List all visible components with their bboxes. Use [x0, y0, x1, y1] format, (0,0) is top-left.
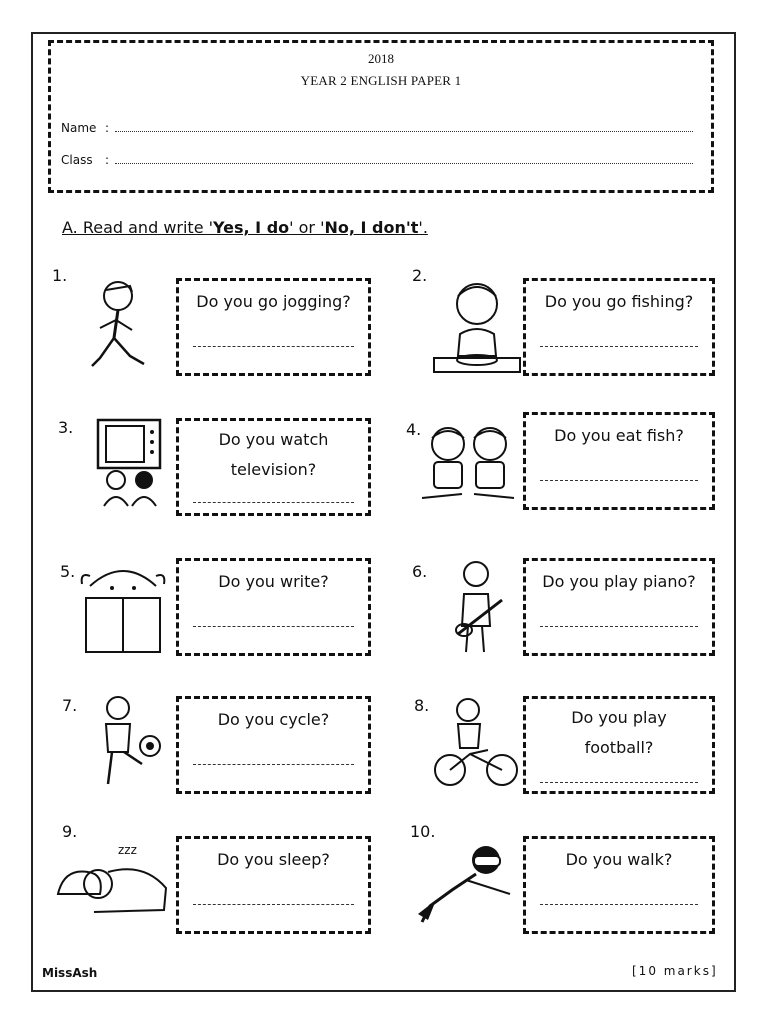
girl-riding-bicycle-icon: [434, 694, 518, 790]
exam-title: YEAR 2 ENGLISH PAPER 1: [300, 73, 462, 88]
answer-box[interactable]: [176, 836, 371, 934]
class-label: Class: [61, 153, 93, 167]
question-text: Do you go jogging?: [196, 292, 351, 311]
answer-line[interactable]: [540, 782, 698, 783]
question-number: 9.: [62, 822, 78, 841]
author-credit: MissAsh: [42, 966, 98, 980]
question-text-line2: television?: [230, 460, 317, 479]
question-text: Do you play: [571, 708, 667, 727]
question-number: 6.: [412, 562, 428, 581]
girl-reading-book-icon: [78, 556, 168, 656]
question-number: 4.: [406, 420, 422, 439]
answer-box[interactable]: [523, 558, 715, 656]
answer-box[interactable]: [523, 278, 715, 376]
instruction-no: No, I don't: [324, 218, 419, 237]
children-watching-tv-icon: [94, 418, 166, 510]
question-text: Do you watch: [218, 430, 329, 449]
name-colon: :: [105, 121, 110, 135]
name-field[interactable]: [61, 121, 693, 135]
boy-playing-guitar-icon: [450, 556, 510, 656]
class-line[interactable]: [115, 153, 693, 164]
total-marks: [10 marks]: [632, 964, 718, 978]
header-box: [48, 40, 714, 193]
question-number: 5.: [60, 562, 76, 581]
name-label: Name: [61, 121, 97, 135]
answer-line[interactable]: [193, 502, 354, 503]
answer-line[interactable]: [193, 764, 354, 765]
instruction: [62, 218, 428, 237]
answer-line[interactable]: [193, 626, 354, 627]
svg-text:zzz: zzz: [118, 843, 137, 857]
question-number: 2.: [412, 266, 428, 285]
answer-box[interactable]: [523, 696, 715, 794]
answer-box[interactable]: [176, 278, 371, 376]
question-text: Do you play piano?: [542, 572, 696, 591]
instruction-prefix: A. Read and write ': [62, 218, 214, 237]
question-number: 1.: [52, 266, 68, 285]
answer-box[interactable]: [176, 418, 371, 516]
boy-eating-icon: [432, 276, 522, 376]
instruction-yes: Yes, I do: [213, 218, 290, 237]
name-line[interactable]: [115, 121, 693, 132]
question-text: Do you cycle?: [217, 710, 330, 729]
question-text: Do you eat fish?: [554, 426, 684, 445]
answer-box[interactable]: [176, 558, 371, 656]
instruction-middle: ' or ': [289, 218, 325, 237]
question-number: 8.: [414, 696, 430, 715]
answer-line[interactable]: [540, 904, 698, 905]
two-boys-sitting-icon: [418, 424, 518, 506]
answer-line[interactable]: [193, 904, 354, 905]
answer-box[interactable]: [176, 696, 371, 794]
question-text: Do you walk?: [565, 850, 673, 869]
class-field[interactable]: [61, 153, 693, 167]
question-text-line2: football?: [584, 738, 654, 757]
question-number: 10.: [410, 822, 436, 841]
answer-box[interactable]: [523, 836, 715, 934]
question-number: 3.: [58, 418, 74, 437]
boy-jogging-icon: [78, 276, 158, 376]
question-text: Do you write?: [218, 572, 329, 591]
answer-line[interactable]: [540, 480, 698, 481]
instruction-suffix: '.: [418, 218, 428, 237]
boy-kicking-ball-icon: [94, 694, 164, 790]
answer-box[interactable]: [523, 412, 715, 510]
question-text: Do you go fishing?: [544, 292, 694, 311]
class-colon: :: [105, 153, 110, 167]
boy-sleeping-icon: [54, 838, 168, 918]
question-text: Do you sleep?: [217, 850, 330, 869]
question-number: 7.: [62, 696, 78, 715]
answer-line[interactable]: [193, 346, 354, 347]
answer-line[interactable]: [540, 346, 698, 347]
boy-swimming-icon: [416, 838, 520, 928]
exam-year: 2018: [368, 51, 394, 66]
answer-line[interactable]: [540, 626, 698, 627]
